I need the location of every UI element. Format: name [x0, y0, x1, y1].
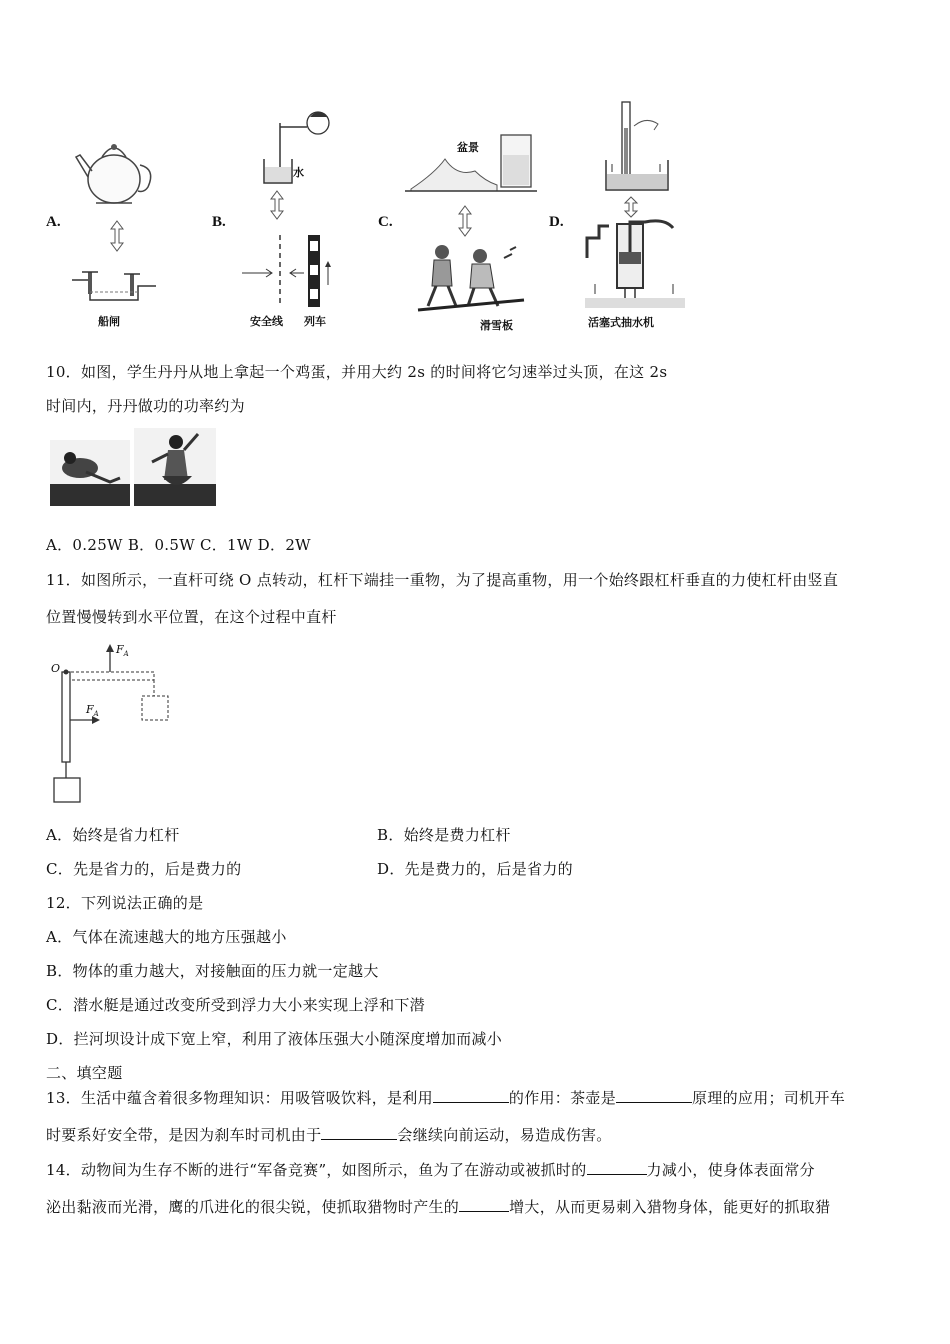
ship-lock-illustration	[72, 264, 156, 308]
q14-line1	[46, 1160, 815, 1180]
q13-blank-2[interactable]	[616, 1088, 692, 1103]
q13-text-1a: 13．生活中蕴含着很多物理知识：用吸管吸饮料，是利用	[46, 1089, 433, 1107]
bonsai-illustration	[405, 125, 537, 197]
q14-blank-1[interactable]	[587, 1160, 647, 1175]
q13-text-2b: 会继续向前运动，易造成伤害。	[397, 1126, 612, 1144]
q13-text-2a: 时要系好安全带，是因为刹车时司机由于	[46, 1126, 322, 1144]
double-arrow-icon	[110, 220, 124, 252]
q10-line2: 时间内，丹丹做功的功率约为	[46, 397, 245, 415]
safety-line-caption: 安全线	[250, 315, 283, 328]
q13-line1	[46, 1088, 845, 1108]
option-d-label: D.	[549, 214, 564, 230]
q11-line1: 11．如图所示，一直杆可绕 O 点转动，杠杆下端挂一重物，为了提高重物，用一个始终跟杠杆垂直的力使杠杆由竖直	[46, 571, 839, 589]
straw-blowing-illustration	[250, 105, 332, 187]
force-fa-mid-label: $F_A$	[86, 703, 99, 719]
q14-text-1a: 14．动物间为生存不断的进行“军备竞赛”，如图所示，鱼为了在游动或被抓时的	[46, 1161, 587, 1179]
double-arrow-icon	[458, 205, 472, 237]
q12-option-b: B．物体的重力越大，对接触面的压力就一定越大	[46, 962, 379, 980]
q14-text-2a: 泌出黏液而光滑，鹰的爪进化的很尖锐，使抓取猎物时产生的	[46, 1198, 460, 1216]
q11-option-c: C．先是省力的，后是费力的	[46, 860, 242, 878]
q13-text-1b: 的作用：茶壶是	[508, 1089, 616, 1107]
q12-option-c: C．潜水艇是通过改变所受到浮力大小来实现上浮和下潜	[46, 996, 425, 1014]
skiers-illustration	[412, 240, 528, 316]
lever-drawing	[48, 640, 178, 810]
q12-option-a: A．气体在流速越大的地方压强越小	[46, 928, 287, 946]
q14-text-2b: 增大，从而更易刺入猎物身体，能更好的抓取猎	[509, 1198, 831, 1216]
q10-line1: 10．如图，学生丹丹从地上拿起一个鸡蛋，并用大约 2s 的时间将它匀速举过头顶，在这 2s	[46, 363, 668, 381]
section-title: 二、填空题	[46, 1064, 123, 1082]
barometer-tube-illustration	[600, 98, 680, 194]
water-caption: 水	[293, 166, 304, 179]
double-arrow-icon	[270, 190, 284, 220]
q14-line2	[46, 1197, 830, 1217]
teapot-illustration	[72, 135, 156, 210]
q11-option-b: B．始终是费力杠杆	[377, 826, 511, 844]
q11-line2: 位置慢慢转到水平位置，在这个过程中直杆	[46, 608, 337, 626]
q13-text-1c: 原理的应用；司机开车	[692, 1089, 846, 1107]
option-a-label: A.	[46, 214, 61, 230]
q10-options: A．0.25W B．0.5W C．1W D．2W	[46, 536, 311, 554]
q13-line2	[46, 1125, 612, 1145]
q11-option-a: A．始终是省力杠杆	[46, 826, 180, 844]
double-arrow-icon	[624, 196, 638, 218]
train-safety-line-illustration	[238, 235, 338, 311]
piston-pump-caption: 活塞式抽水机	[588, 316, 654, 329]
q12-option-d: D．拦河坝设计成下宽上窄，利用了液体压强大小随深度增加而减小	[46, 1030, 503, 1048]
bonsai-caption: 盆景	[457, 141, 479, 154]
pivot-o-label: O	[51, 662, 61, 675]
q13-blank-1[interactable]	[433, 1088, 509, 1103]
option-c-label: C.	[378, 214, 393, 230]
q14-text-1b: 力减小，使身体表面常分	[646, 1161, 815, 1179]
option-b-label: B.	[212, 214, 226, 230]
q13-blank-3[interactable]	[321, 1125, 397, 1140]
q11-option-d: D．先是费力的，后是省力的	[377, 860, 573, 878]
ship-lock-caption: 船闸	[98, 315, 120, 328]
q14-blank-2[interactable]	[459, 1197, 509, 1212]
egg-lifting-photo	[50, 428, 216, 508]
piston-pump-illustration	[585, 218, 685, 310]
train-caption: 列车	[304, 315, 326, 328]
force-fa-top-label: $F_A$	[116, 643, 129, 659]
q12-stem: 12．下列说法正确的是	[46, 894, 204, 912]
ski-board-caption: 滑雪板	[480, 319, 513, 332]
